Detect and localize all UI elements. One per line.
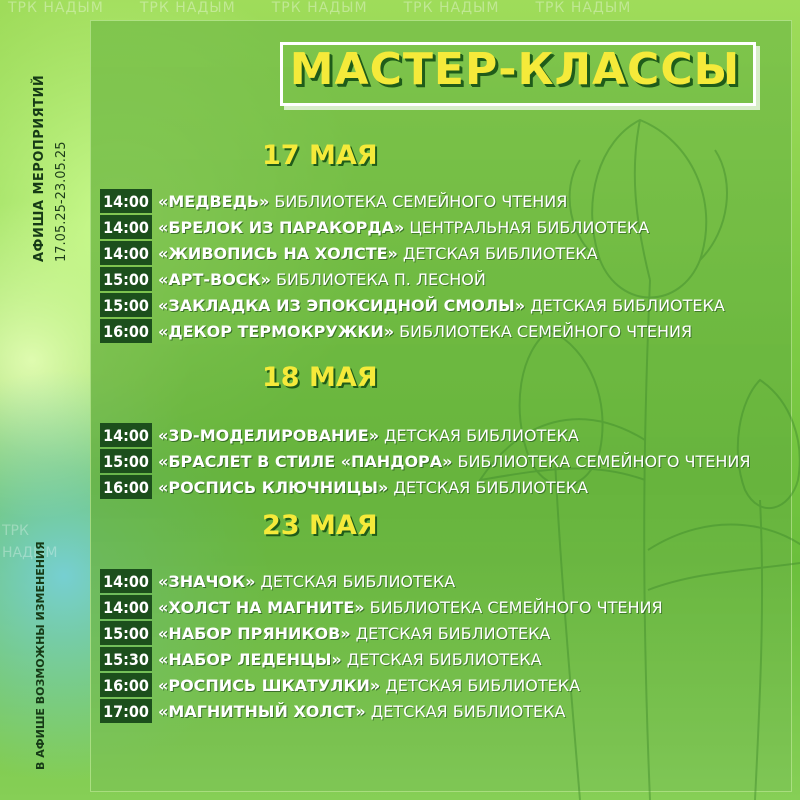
event-venue: ДЕТСКАЯ БИБЛИОТЕКА [355,623,551,643]
event-venue: БИБЛИОТЕКА СЕМЕЙНОГО ЧТЕНИЯ [274,191,568,211]
event-row [100,672,663,698]
event-row [100,266,725,292]
event-row [100,646,663,672]
event-time: 14:00 [100,423,152,447]
event-time: 15:00 [100,267,152,291]
event-time: 15:30 [100,647,152,671]
event-time: 15:00 [100,293,152,317]
day-heading: 23 МАЯ [262,510,378,541]
event-list [100,188,725,344]
event-name: «3D-МОДЕЛИРОВАНИЕ» [158,425,380,445]
event-name: «ХОЛСТ НА МАГНИТЕ» [158,597,365,617]
event-row [100,188,725,214]
event-venue: ДЕТСКАЯ БИБЛИОТЕКА [402,243,598,263]
event-name: «НАБОР ЛЕДЕНЦЫ» [158,649,342,669]
event-time: 16:00 [100,673,152,697]
event-venue: ДЕТСКАЯ БИБЛИОТЕКА [385,675,581,695]
event-name: «ДЕКОР ТЕРМОКРУЖКИ» [158,321,395,341]
event-list [100,568,663,724]
event-name: «БРАСЛЕТ В СТИЛЕ «ПАНДОРА» [158,451,453,471]
event-time: 15:00 [100,449,152,473]
event-venue: ДЕТСКАЯ БИБЛИОТЕКА [346,649,542,669]
event-row [100,698,663,724]
event-row [100,448,750,474]
event-venue: ДЕТСКАЯ БИБЛИОТЕКА [530,295,725,315]
watermark-text: ТРК НАДЫМ [8,0,104,16]
event-venue: ДЕТСКАЯ БИБЛИОТЕКА [384,425,579,445]
event-name: «РОСПИСЬ КЛЮЧНИЦЫ» [158,477,389,497]
event-row [100,594,663,620]
event-name: «ЖИВОПИСЬ НА ХОЛСТЕ» [158,243,398,263]
event-venue: ЦЕНТРАЛЬНАЯ БИБЛИОТЕКА [409,217,650,237]
event-name: «БРЕЛОК ИЗ ПАРАКОРДА» [158,217,405,237]
event-row [100,214,725,240]
event-row [100,422,750,448]
event-venue: БИБЛИОТЕКА СЕМЕЙНОГО ЧТЕНИЯ [457,451,751,471]
event-list [100,422,750,500]
event-name: «РОСПИСЬ ШКАТУЛКИ» [158,675,381,695]
event-venue: БИБЛИОТЕКА П. ЛЕСНОЙ [275,269,486,289]
event-time: 14:00 [100,241,152,265]
side-note: В АФИШЕ ВОЗМОЖНЫ ИЗМЕНЕНИЯ [34,541,47,770]
event-row [100,620,663,646]
watermark-text: ТРК НАДЫМ [271,0,368,16]
event-row [100,292,725,318]
event-time: 14:00 [100,569,152,593]
event-time: 16:00 [100,475,152,499]
watermark-text: ТРК НАДЫМ [139,0,236,16]
event-time: 17:00 [100,699,152,723]
event-venue: БИБЛИОТЕКА СЕМЕЙНОГО ЧТЕНИЯ [399,321,693,341]
event-venue: ДЕТСКАЯ БИБЛИОТЕКА [393,477,589,497]
event-time: 16:00 [100,319,152,343]
event-name: «АРТ-ВОСК» [158,269,271,289]
event-row [100,240,725,266]
event-venue: ДЕТСКАЯ БИБЛИОТЕКА [260,571,456,591]
watermark-row [0,0,800,22]
event-name: «ЗНАЧОК» [158,571,256,591]
watermark-text: ТРК НАДЫМ [2,523,58,561]
event-name: «НАБОР ПРЯНИКОВ» [158,623,351,643]
watermark-text: ТРК НАДЫМ [403,0,500,16]
event-name: «ЗАКЛАДКА ИЗ ЭПОКСИДНОЙ СМОЛЫ» [158,295,526,315]
event-time: 14:00 [100,595,152,619]
side-dates: 17.05.25-23.05.25 [54,141,69,262]
event-row [100,474,750,500]
event-row [100,568,663,594]
event-time: 15:00 [100,621,152,645]
day-heading: 17 МАЯ [262,140,378,171]
event-venue: ДЕТСКАЯ БИБЛИОТЕКА [370,701,566,721]
watermark-text: ТРК НАДЫМ [535,0,632,16]
event-name: «МАГНИТНЫЙ ХОЛСТ» [158,701,366,721]
event-row [100,318,725,344]
side-label: АФИША МЕРОПРИЯТИЙ [32,74,47,262]
event-venue: БИБЛИОТЕКА СЕМЕЙНОГО ЧТЕНИЯ [369,597,663,617]
event-name: «МЕДВЕДЬ» [158,191,270,211]
event-time: 14:00 [100,189,152,213]
page-title: МАСТЕР-КЛАССЫ [289,44,741,95]
day-heading: 18 МАЯ [262,362,378,393]
event-time: 14:00 [100,215,152,239]
